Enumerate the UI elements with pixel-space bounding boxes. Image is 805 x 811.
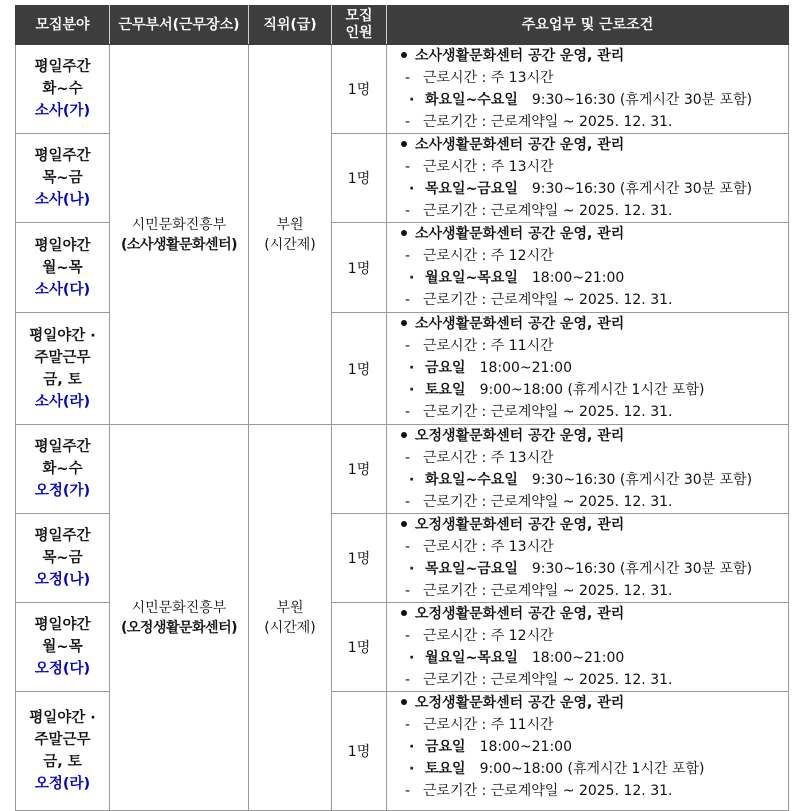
field-line: 금, 토 <box>43 754 82 770</box>
count-cell: 1명 <box>332 313 387 425</box>
duty-hours-text: 근로시간 : 주 13시간 <box>423 450 554 466</box>
position-title: 부원 <box>276 599 304 616</box>
dept-place: (소사생활문화센터) <box>121 236 237 253</box>
bullet-icon <box>401 230 407 236</box>
duty-period-text: 근로기간 : 근로계약일 ~ 2025. 12. 31. <box>423 404 673 420</box>
schedule-day: 화요일~수요일 <box>425 472 518 488</box>
duty-period-text: 근로기간 : 근로계약일 ~ 2025. 12. 31. <box>423 114 673 130</box>
field-cell <box>16 223 110 313</box>
bullet-icon <box>401 610 407 616</box>
duty-title-text: 오정생활문화센터 공간 운영, 관리 <box>415 428 625 444</box>
duty-hours <box>401 536 788 558</box>
field-line: 주말근무 <box>34 349 91 366</box>
duty-title <box>401 692 788 714</box>
duty-hours <box>401 245 788 267</box>
duty-title <box>401 134 788 156</box>
duty-period <box>401 491 788 513</box>
dash-icon: - <box>405 583 411 599</box>
dept-cell <box>110 45 249 425</box>
duty-schedule <box>401 558 788 580</box>
field-line: 평일야간 · <box>29 327 96 344</box>
bullet-icon <box>401 141 407 147</box>
duty-title <box>401 45 788 67</box>
dash-icon: - <box>405 70 411 86</box>
duty-cell <box>387 223 789 313</box>
dash-icon: - <box>405 494 411 510</box>
field-cell <box>16 45 110 134</box>
duty-title-text: 오정생활문화센터 공간 운영, 관리 <box>415 517 625 533</box>
header-position: 직위(급) <box>249 6 332 45</box>
duty-period-text: 근로기간 : 근로계약일 ~ 2025. 12. 31. <box>423 494 673 510</box>
count-cell: 1명 <box>332 45 387 134</box>
duty-period <box>401 111 788 133</box>
schedule-day: 화요일~수요일 <box>425 92 518 108</box>
duty-title <box>401 425 788 447</box>
field-line: 월~목 <box>42 259 83 276</box>
duty-hours-text: 근로시간 : 주 13시간 <box>423 70 554 86</box>
duty-hours <box>401 67 788 89</box>
duty-schedule <box>401 469 788 491</box>
dept-cell <box>110 425 249 811</box>
field-line: 평일주간 <box>34 439 91 455</box>
dept-name: 시민문화진흥부 <box>131 599 227 616</box>
dash-icon: - <box>405 248 411 264</box>
duty-schedule <box>401 89 788 111</box>
duty-period-text: 근로기간 : 근로계약일 ~ 2025. 12. 31. <box>423 292 673 308</box>
table-row <box>16 45 789 134</box>
duty-period-text: 근로기간 : 근로계약일 ~ 2025. 12. 31. <box>423 203 673 219</box>
duty-schedule <box>401 267 788 289</box>
dash-icon: - <box>405 292 411 308</box>
dash-icon: - <box>405 203 411 219</box>
schedule-time: 18:00~21:00 <box>479 360 572 376</box>
count-cell: 1명 <box>332 514 387 603</box>
schedule-day: 토요일 <box>425 382 466 398</box>
dot-icon: · <box>409 561 415 577</box>
dash-icon: - <box>405 783 411 799</box>
duty-cell <box>387 45 789 134</box>
bullet-icon <box>401 320 407 326</box>
duty-hours-text: 근로시간 : 주 11시간 <box>423 717 554 733</box>
field-code: 오정(라) <box>34 776 91 792</box>
duty-schedule <box>401 647 788 669</box>
duty-hours-text: 근로시간 : 주 11시간 <box>423 338 554 354</box>
field-cell <box>16 603 110 692</box>
duty-schedule <box>401 357 788 379</box>
duty-hours <box>401 156 788 178</box>
duty-schedule <box>401 736 788 758</box>
duty-title <box>401 603 788 625</box>
schedule-time: 9:30~16:30 (휴게시간 30분 포함) <box>531 561 753 577</box>
schedule-time: 9:30~16:30 (휴게시간 30분 포함) <box>531 181 753 197</box>
duty-hours-text: 근로시간 : 주 13시간 <box>423 159 554 175</box>
dash-icon: - <box>405 404 411 420</box>
duty-period <box>401 401 788 423</box>
count-cell: 1명 <box>332 692 387 811</box>
duty-cell <box>387 692 789 811</box>
duty-hours <box>401 335 788 357</box>
schedule-day: 금요일 <box>425 739 466 755</box>
table-row <box>16 425 789 514</box>
duty-schedule <box>401 379 788 401</box>
field-cell <box>16 313 110 425</box>
duty-title-text: 오정생활문화센터 공간 운영, 관리 <box>415 695 625 711</box>
schedule-time: 18:00~21:00 <box>479 739 572 755</box>
field-code: 소사(나) <box>34 192 91 208</box>
duty-period-text: 근로기간 : 근로계약일 ~ 2025. 12. 31. <box>423 783 673 799</box>
recruitment-table <box>15 5 789 811</box>
dash-icon: - <box>405 672 411 688</box>
duty-period <box>401 289 788 311</box>
count-cell: 1명 <box>332 603 387 692</box>
schedule-time: 9:30~16:30 (휴게시간 30분 포함) <box>531 92 753 108</box>
field-cell <box>16 692 110 811</box>
dot-icon: · <box>409 382 415 398</box>
duty-period <box>401 580 788 602</box>
schedule-day: 목요일~금요일 <box>425 561 518 577</box>
count-cell: 1명 <box>332 134 387 223</box>
schedule-time: 9:30~16:30 (휴게시간 30분 포함) <box>531 472 753 488</box>
header-count: 모집 인원 <box>332 6 387 45</box>
duty-schedule <box>401 758 788 780</box>
duty-cell <box>387 313 789 425</box>
bullet-icon <box>401 432 407 438</box>
dept-name: 시민문화진흥부 <box>131 216 227 233</box>
duty-cell <box>387 603 789 692</box>
count-cell: 1명 <box>332 223 387 313</box>
field-line: 주말근무 <box>34 732 91 748</box>
field-line: 목~금 <box>42 550 83 566</box>
duty-title-text: 소사생활문화센터 공간 운영, 관리 <box>415 48 625 64</box>
header-duties: 주요업무 및 근로조건 <box>387 6 789 45</box>
field-line: 평일야간 <box>34 237 91 254</box>
dept-place: (오정생활문화센터) <box>121 619 237 636</box>
field-cell <box>16 134 110 223</box>
duty-hours <box>401 625 788 647</box>
field-line: 화~수 <box>42 81 83 97</box>
duty-title-text: 소사생활문화센터 공간 운영, 관리 <box>415 316 625 332</box>
bullet-icon <box>401 521 407 527</box>
schedule-day: 토요일 <box>425 761 466 777</box>
field-line: 화~수 <box>42 461 83 477</box>
dot-icon: · <box>409 181 415 197</box>
schedule-day: 금요일 <box>425 360 466 376</box>
field-code: 소사(라) <box>34 393 91 410</box>
duty-hours-text: 근로시간 : 주 12시간 <box>423 628 554 644</box>
duty-hours-text: 근로시간 : 주 12시간 <box>423 248 554 264</box>
header-dept: 근무부서(근무장소) <box>110 6 249 45</box>
dot-icon: · <box>409 739 415 755</box>
duty-schedule <box>401 178 788 200</box>
duty-title <box>401 223 788 245</box>
position-type: (시간제) <box>264 619 316 636</box>
schedule-day: 목요일~금요일 <box>425 181 518 197</box>
schedule-time: 18:00~21:00 <box>531 270 625 286</box>
header-field: 모집분야 <box>16 6 110 45</box>
field-line: 목~금 <box>42 170 83 186</box>
field-code: 오정(가) <box>34 483 91 499</box>
bullet-icon <box>401 52 407 58</box>
duty-period <box>401 200 788 222</box>
duty-period <box>401 780 788 802</box>
field-line: 금, 토 <box>43 371 82 388</box>
duty-hours-text: 근로시간 : 주 13시간 <box>423 539 554 555</box>
duty-cell <box>387 514 789 603</box>
duty-period <box>401 669 788 691</box>
position-title: 부원 <box>276 216 304 233</box>
header-row <box>16 6 789 45</box>
position-cell <box>249 45 332 425</box>
dash-icon: - <box>405 159 411 175</box>
dash-icon: - <box>405 338 411 354</box>
field-line: 평일주간 <box>34 59 91 75</box>
dash-icon: - <box>405 539 411 555</box>
duty-cell <box>387 425 789 514</box>
duty-cell <box>387 134 789 223</box>
bullet-icon <box>401 699 407 705</box>
schedule-time: 9:00~18:00 (휴게시간 1시간 포함) <box>479 761 705 777</box>
field-cell <box>16 425 110 514</box>
duty-title <box>401 313 788 335</box>
duty-hours <box>401 714 788 736</box>
field-code: 오정(나) <box>34 572 91 588</box>
field-line: 평일주간 <box>34 148 91 164</box>
duty-title-text: 오정생활문화센터 공간 운영, 관리 <box>415 606 625 622</box>
field-code: 오정(다) <box>34 661 91 677</box>
schedule-time: 18:00~21:00 <box>531 650 625 666</box>
field-line: 월~목 <box>42 639 83 655</box>
dot-icon: · <box>409 650 415 666</box>
field-code: 소사(다) <box>34 281 91 298</box>
duty-title <box>401 514 788 536</box>
field-line: 평일야간 <box>34 617 91 633</box>
schedule-day: 월요일~목요일 <box>425 650 518 666</box>
dot-icon: · <box>409 761 415 777</box>
field-line: 평일주간 <box>34 528 91 544</box>
schedule-time: 9:00~18:00 (휴게시간 1시간 포함) <box>479 382 705 398</box>
duty-period-text: 근로기간 : 근로계약일 ~ 2025. 12. 31. <box>423 583 673 599</box>
count-cell: 1명 <box>332 425 387 514</box>
duty-hours <box>401 447 788 469</box>
dash-icon: - <box>405 628 411 644</box>
dot-icon: · <box>409 472 415 488</box>
duty-period-text: 근로기간 : 근로계약일 ~ 2025. 12. 31. <box>423 672 673 688</box>
schedule-day: 월요일~목요일 <box>425 270 518 286</box>
duty-title-text: 소사생활문화센터 공간 운영, 관리 <box>415 226 625 242</box>
field-code: 소사(가) <box>34 103 91 119</box>
position-cell <box>249 425 332 811</box>
dash-icon: - <box>405 717 411 733</box>
dot-icon: · <box>409 360 415 376</box>
dot-icon: · <box>409 92 415 108</box>
dot-icon: · <box>409 270 415 286</box>
duty-title-text: 소사생활문화센터 공간 운영, 관리 <box>415 137 625 153</box>
position-type: (시간제) <box>264 236 316 253</box>
field-line: 평일야간 · <box>29 710 96 726</box>
dash-icon: - <box>405 450 411 466</box>
dash-icon: - <box>405 114 411 130</box>
field-cell <box>16 514 110 603</box>
